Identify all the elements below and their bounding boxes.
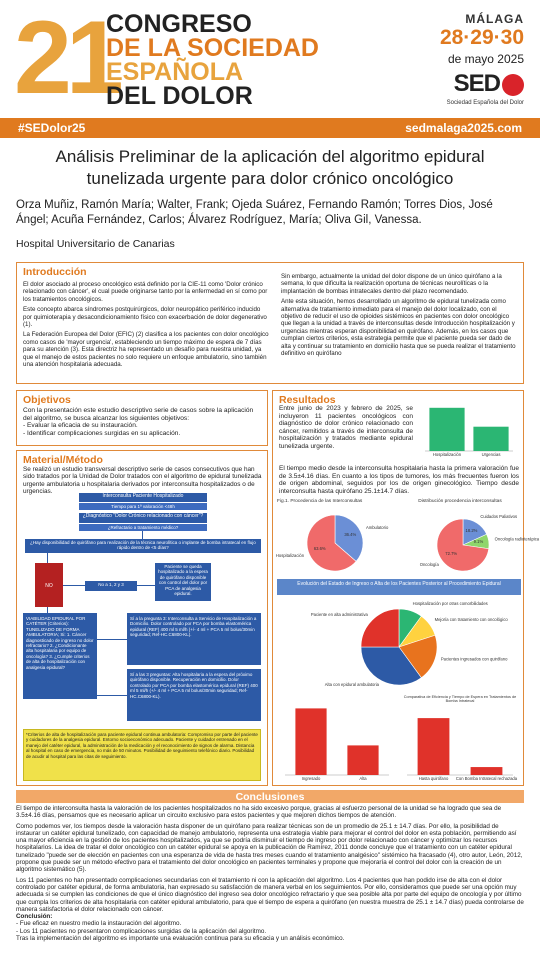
flow-node-yes-question-3: Sí a la pregunta 3: Interconsulta a Servicio de Hospitalización a Domicilio. Dolor controlado por PCA por bomba elastomérica epidural (REF) 400 ml 5 ml/h (+/- 4 ml + PCA 5 ml bolus/30min seguridad; Ref-HC.C6800-KL). <box>127 613 261 665</box>
authors: Orza Muñiz, Ramón María; Walter, Frank; Ojeda Suárez, Fernando Ramón; Torres Dios, José Ángel; Acuña Fernández, Carlos; Álvarez Rodríguez, María; Oliva Gil, Vanessa. <box>16 199 493 226</box>
objectives-text <box>23 407 263 437</box>
hospitalization-bar-chart <box>421 391 517 461</box>
tick-label: Con Bomba Intratecal rechazada <box>455 776 518 781</box>
flow-node-diagnosis: ¿Diagnóstico "Dolor Crónico relacionado con cáncer"? <box>79 513 207 523</box>
fig1-title: Fig.1. Procedencia de las Interconsultas <box>277 499 363 504</box>
society-short-name: SED <box>453 70 500 97</box>
bar <box>473 427 508 451</box>
results-paragraph-2: El tiempo medio desde la interconsulta hospitalaria hasta la primera valoración fue de 3.5±4.16 días. En cuanto a los tipos de tumores, los más frecuentes fueron los de origen abdominal, seguidos por los de origen ginecológico. Tiempo desde interconsulta hasta quirófano 25.1±14.7 días. <box>279 465 519 495</box>
intro-right-column <box>281 273 519 360</box>
congress-dates: 28·29·30 <box>439 26 524 49</box>
data-label: 72.7% <box>445 551 458 557</box>
results-section <box>272 390 540 786</box>
conclusion-final: Tras la implementación del algoritmo es importante una evaluación continua para su eficacia y un análisis económico. <box>16 935 345 943</box>
legend-label: Mejoría con tratamiento con oncológico <box>434 617 508 623</box>
pie-chart-patient-evolution <box>277 597 521 693</box>
objectives-title: Objetivos <box>23 394 71 406</box>
congress-title-line-2: DE LA SOCIEDAD <box>106 34 319 62</box>
objective-item: - Identificar complicaciones surgidas en su aplicación. <box>23 429 181 437</box>
legend-label: Oncología radioterápica <box>494 536 540 542</box>
flow-connector <box>97 695 127 696</box>
legend-label: Hospitalización por otras comorbilidades <box>412 601 488 607</box>
pie-chart-interconsult-origin <box>277 505 397 577</box>
data-label: 63.6% <box>313 545 326 551</box>
congress-month: de mayo 2025 <box>447 52 524 66</box>
flow-node-time: Tiempo para 1ª valoración <48h <box>79 503 207 510</box>
tick-label: Urgencias <box>481 452 501 457</box>
legend-label: Hospitalización <box>275 553 305 559</box>
website-link[interactable]: sedmalaga2025.com <box>405 121 522 135</box>
flow-node-refractory: ¿Refractario a tratamiento médico? <box>79 524 207 531</box>
flow-node-interconsult: Interconsulta Paciente Hospitalizado <box>79 493 207 502</box>
tick-label: Hospitalización <box>432 452 462 457</box>
bar <box>429 408 464 451</box>
legend-label: Pacientes ingresados con quirófano <box>440 656 508 662</box>
data-label: 9.1% <box>473 538 484 544</box>
flow-node-hospitalized: Paciente se queda hospitalizado a la espera de quirófano disponible con control del dolor por PCA de analgesia epidural. <box>155 563 211 601</box>
conclusions-title: Conclusiones <box>235 791 305 803</box>
flow-discharge-criteria: *Criterios de alta de hospitalización para paciente epidural continua ambulatoria: Compromiso por parte del paciente y cuidadores de la analgesia epidural. Entorno socioeconómico adecuado. Paciente y cuidador entrenado en el manejo del catéter epidural, la administración de la medicación y el reconocimiento de signos de alarma. Distancia al hospital en caso de emergencia, no más de 50 minutos. Posibilidad de seguimiento telefónico diario. Posibilidad de acudir al hospital para las citas de seguimiento. <box>23 729 261 781</box>
conclusion-paragraph: Como podemos ver, los tiempos desde la valoración hasta disponer de un quirófano para realizar técnicas son de un promedio de 25.1 ± 14.7 días. Por ello, la posibilidad de instaurar un catéter epidural tunelizado, con capacidad de manejo ambulatorio, representa una estrategia viable para mejorar el control del dolor en esta población, permitiendo así una mayor eficiencia en la gestión de los pacientes hospitalizados, ya que se podría disminuir el tiempo de ingreso por dolor relacionado con cáncer y optimizar los recursos hospitalarios. La idea de tratar el dolor oncológico con un catéter epidural se apoya en la publicación de Ramírez, 2011 donde concluye que el tratamiento con un catéter epidural tunelizado "puede ser de elección en pacientes con una esperanza de vida de hasta tres meses cuando el tratamiento analgésico" sistémico ha fracasado (4), otro autor, León, 2012, propone que puede ser un método efectivo para el tratamiento del dolor oncológico en pacientes terminales y propone que mejoraría el control del dolor con la creación de un algoritmo sistemático (5). <box>16 822 523 874</box>
city: MÁLAGA <box>465 12 524 26</box>
legend-label: Oncología <box>419 561 439 567</box>
methods-text: Se realizó un estudio transversal descriptivo serie de casos consecutivos que han sido tratados por la Unidad de Dolor tratados con el algoritmo de epidural tunelizada urgente ambulatoria u hospitalaria derivados por interconsulta hospitalizados o de urgencias. <box>23 466 262 496</box>
intro-paragraph: La Federación Europea del Dolor (EFIC) (2) clasifica a los pacientes con dolor oncológico como casos de 'mayor urgencia', estableciendo un tiempo máximo de espera de 7 días para su atención (3). Esta directriz ha representado un desafío para nuestra unidad, ya que el manejo de estos pacientes no solo requiere un enfoque ambulatorio, sino también una atención hospitalaria adecuada. <box>23 331 269 369</box>
flow-node-or-availability: ¿Hay disponibilidad de quirófano para realización de la técnica neurolítica o implante de bomba intratecal en flujo rápido dentro de <5 días? <box>25 539 261 553</box>
bar <box>418 718 450 775</box>
methods-section <box>16 450 268 786</box>
legend-label: Ambulatorio <box>365 524 389 530</box>
tick-label: Ingresado <box>301 776 321 781</box>
legend-label: Alta con epidural ambulatoria <box>324 682 380 688</box>
conclusion-label: Conclusión: <box>16 913 53 921</box>
conclusions-text <box>16 805 524 942</box>
fig2-title: Distribución procedencia interconsultas <box>418 499 502 504</box>
bar <box>347 745 378 775</box>
conclusion-item: - Fue eficaz en nuestro medio la instauración del algoritmo. <box>16 920 182 928</box>
algorithm-flowchart <box>17 491 269 783</box>
intro-section <box>16 262 524 384</box>
intro-paragraph: Este concepto abarca síndromes postquirúrgicos, dolor neuropático periférico inducido por quimioterapia y desacondicionamiento físico con exacerbación de dolor degenerativo (1). <box>23 306 267 329</box>
flow-connector <box>142 531 143 539</box>
conclusion-paragraph: Los 11 pacientes no han presentado complicaciones secundarias con el tratamiento ni con la aplicación del algoritmo. Los 4 pacientes que han podido irse de alta con el dolor controlado por catéter epidural, de forma ambulatoria, han expresado su satisfacción de manera verbal en los seguimientos. Por ello, consideramos que puede ser una opción muy adecuada si se cumplen las condiciones de que el único diagnóstico del ingreso sea dolor oncológico refractario y que sea posible alta por parte del equipo de oncología y por último que cumpla los criterios de alta hospitalaria con catéter epidural ambulatorio, para que el tiempo de espera a quirófano (en nuestra muestra de 25.1 ± 14.7 días) pueda controlarse de manera satisfactoria el dolor relacionado con cáncer. <box>16 876 524 913</box>
flow-node-yes-all: Sí a las 3 preguntas: Alta hospitalaria a la espera del próximo quirófano disponible. Recuperación en domicilio. Dolor controlado por PCA por bomba elastomérica epidural (REF) 400 ml 5 ml/h (+/- 4 ml + PCA 5 ml bolus/30min seguridad; Ref-HC.C6800-KL). <box>127 669 261 721</box>
fig3-title: Comparativa de Eficiencia y Tiempo de Espera en Tratamientos de Bomba Intratecal <box>403 695 517 703</box>
pie-chart-interconsult-distribution <box>399 505 540 577</box>
hashtag-banner <box>0 118 540 138</box>
intro-left-column <box>23 281 269 371</box>
flow-connector <box>97 639 127 640</box>
hashtag: #SEDolor25 <box>18 121 86 135</box>
congress-header <box>0 0 540 118</box>
society-full-name: Sociedad Española del Dolor <box>446 100 524 106</box>
intro-paragraph: Sin embargo, actualmente la unidad del dolor dispone de un único quirófano a la semana, lo que dificulta la realización oportuna de técnicas neurolíticas o la implantación de bombas intratecales dentro del plazo recomendado. <box>281 273 502 295</box>
evolution-band: Evolución del Estado de Ingreso o Alta de los Pacientes Posterior al Procedimiento Epidural <box>277 579 521 595</box>
results-title: Resultados <box>279 394 336 406</box>
poster-title: Análisis Preliminar de la aplicación del algoritmo epidural tunelizada urgente para dolor crónico oncológico <box>55 147 485 188</box>
edition-number: 21 <box>14 0 118 116</box>
conclusion-item: - Los 11 pacientes no presentaron complicaciones surgidas de la aplicación del algoritmo. <box>16 927 267 935</box>
legend-label: Paciente en alta administrativa <box>310 611 368 617</box>
bar-chart-waiting-time <box>399 701 521 785</box>
congress-title-line-1: CONGRESO <box>106 10 252 38</box>
objectives-section <box>16 390 268 446</box>
data-label: 36.4% <box>344 532 357 538</box>
flow-connector <box>137 585 155 586</box>
methods-title: Material/Método <box>23 454 103 466</box>
conclusions-band <box>16 790 524 803</box>
flow-node-no-1-2-3: No a 1, 2 y 3 <box>85 581 137 591</box>
flow-connector <box>47 553 48 563</box>
objective-item: - Evaluar la eficacia de su instauración. <box>23 422 138 430</box>
intro-paragraph: El dolor asociado al proceso oncológico está definido por la CIE-11 como 'Dolor crónico relacionado con cáncer', el cual puede originarse tanto por la enfermedad en sí como por los tratamientos oncológicos. <box>23 281 268 303</box>
intro-paragraph: Ante esta situación, hemos desarrollado un algoritmo de epidural tunelizada como alternativa de tratamiento inmediato para el manejo del dolor localizado, con el objetivo de reducir el uso de opioides sistémicos en pacientes con dolor oncológico que llegan a la unidad a través de interconsultas desde Introducción hospitalización y urgencias mientras esperan disponibilidad en quirófano. Además, en los casos que cumplan ciertos criterios, esta estrategia permite que el paciente pueda ser dado de alta y continuar su tratamiento en domicilio hasta que se pueda realizar el tratamiento definitivo en quirófano <box>281 298 516 358</box>
congress-title-line-4: DEL DOLOR <box>106 82 253 110</box>
bar-chart-admission-discharge <box>277 695 397 785</box>
flow-node-viability-criteria: VIABILIDAD EPIDURAL POR CATÉTER (Criterios): TUNELIZADO DE FORMA AMBULATORIA; Si: 1. Cáncer diagnosticado de ingreso no dolor refractario? 2. ¿Condicionante alta hospitalaria por equipo de oncología? 3. ¿Cumple criterios de alta de hospitalización con analgesia epidural? <box>23 613 97 699</box>
bar <box>471 767 503 775</box>
tick-label: Hasta quirófano <box>418 776 449 781</box>
results-paragraph-1: Entre junio de 2023 y febrero de 2025, se incluyeron 11 pacientes oncológicos con diagnóstico de dolor crónico relacionado con cáncer, remitidos a través de interconsulta de hospitalización y tratados mediante epidural tunelizada urgente. <box>279 405 413 450</box>
legend-label: Cuidados Paliativos <box>480 514 518 520</box>
objectives-intro: Con la presentación este estudio descriptivo serie de casos sobre la aplicación del algoritmo, se busca alcanzar los siguientes objetivos: <box>23 407 254 422</box>
conclusion-paragraph: El tiempo de interconsulta hasta la valoración de los pacientes hospitalizados no ha sido excesivo porque, gracias al esfuerzo personal de la unidad se ha logrado que sea de 3.5±4.16 días, pensamos que es necesario aplicar un circuito exclusivo para estos pacientes y que mejoren dichos tiempos de atención. <box>16 805 502 820</box>
flow-connector <box>63 585 85 586</box>
hospital: Hospital Universitario de Canarias <box>16 238 175 250</box>
bar <box>295 708 326 775</box>
sed-logo-icon <box>502 74 524 96</box>
data-label: 18.2% <box>465 527 478 533</box>
intro-title: Introducción <box>23 266 87 278</box>
congress-title-line-3: ESPAÑOLA <box>106 58 244 86</box>
flow-node-no: NO <box>35 563 63 607</box>
tick-label: Alta <box>359 776 367 781</box>
